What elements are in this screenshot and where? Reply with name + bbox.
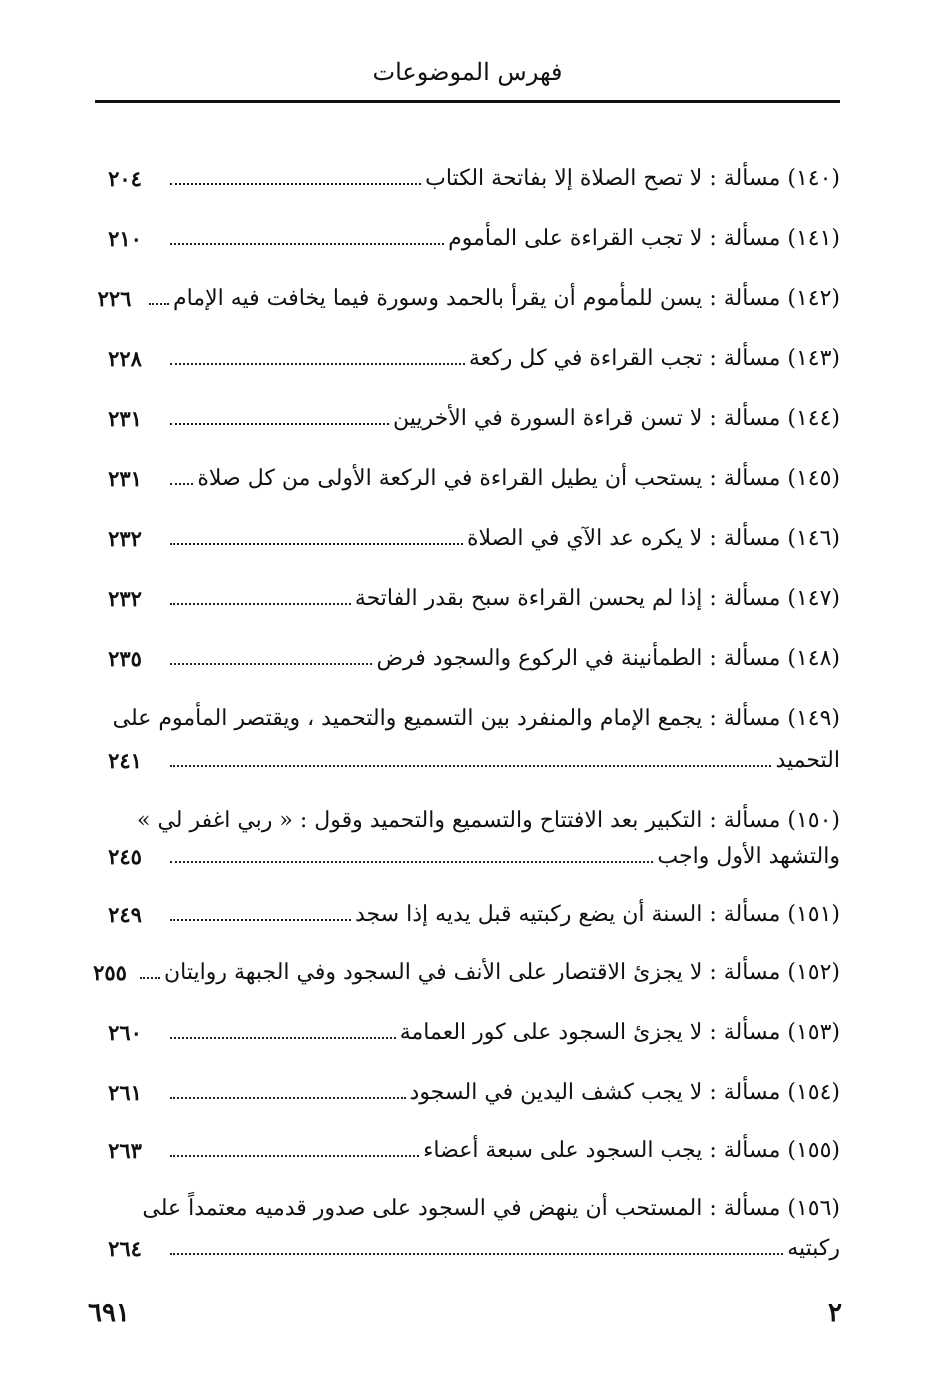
- running-header: فهرس الموضوعات: [372, 58, 563, 86]
- toc-entry-title: (١٥٣) مسألة : لا يجزئ السجود على كور العمامة: [399, 1020, 840, 1045]
- toc-entry-title: (١٥٠) مسألة : التكبير بعد الافتتاح والتسميع والتحميد وقول : « ربي اغفر لي »: [136, 808, 840, 833]
- dot-leader: [170, 423, 389, 425]
- toc-entry-page: ٢٣٢: [108, 586, 142, 611]
- page-number: ٦٩١: [88, 1298, 130, 1328]
- dot-leader: [170, 1097, 406, 1099]
- toc-entry-title: (١٤٥) مسألة : يستحب أن يطيل القراءة في الركعة الأولى من كل صلاة: [197, 466, 840, 491]
- toc-entry-title: (١٤٧) مسألة : إذا لم يحسن القراءة سبح بقدر الفاتحة: [354, 586, 840, 611]
- toc-entry-page: ٢١٠: [108, 226, 142, 251]
- toc-entry-page: ٢٢٨: [108, 346, 142, 371]
- dot-leader: [170, 243, 444, 245]
- toc-entry-title: (١٤٦) مسألة : لا يكره عد الآي في الصلاة: [466, 526, 840, 551]
- toc-entry-page: ٢٠٤: [108, 166, 142, 191]
- dot-leader: [170, 663, 372, 665]
- dot-leader: [170, 1155, 419, 1157]
- toc-entry-page: ٢٦٣: [108, 1138, 142, 1163]
- dot-leader: [170, 363, 465, 365]
- toc-entry-page: ٢٦٠: [108, 1020, 142, 1045]
- dot-leader: [149, 303, 169, 305]
- toc-entry-page: ٢٤١: [108, 748, 142, 773]
- toc-entry-page: ٢٣٢: [108, 526, 142, 551]
- part-number: ٢: [828, 1298, 842, 1328]
- toc-entry-page: ٢٣٥: [108, 646, 142, 671]
- dot-leader: [170, 1253, 783, 1255]
- toc-entry-page: ٢٣١: [108, 406, 142, 431]
- toc-entry-page: ٢٢٦: [97, 286, 132, 311]
- dot-leader: [170, 183, 421, 185]
- toc-entry-page: ٢٤٩: [108, 902, 142, 927]
- toc-entry-title: (١٥٥) مسألة : يجب السجود على سبعة أعضاء: [423, 1138, 840, 1163]
- dot-leader: [170, 483, 193, 485]
- toc-entry-title-continued: والتشهد الأول واجب: [657, 844, 840, 869]
- toc-entry-title: (١٤٠) مسألة : لا تصح الصلاة إلا بفاتحة الكتاب: [425, 166, 840, 191]
- toc-entry-title: (١٥٤) مسألة : لا يجب كشف اليدين في السجود: [409, 1080, 840, 1105]
- toc-entry-title: (١٥١) مسألة : السنة أن يضع ركبتيه قبل يديه إذا سجد: [354, 902, 840, 927]
- toc-entry-page: ٢٦١: [108, 1080, 142, 1105]
- dot-leader: [170, 543, 463, 545]
- toc-entry-title-continued: التحميد: [775, 748, 840, 773]
- toc-entry-title: (١٤٢) مسألة : يسن للمأموم أن يقرأ بالحمد وسورة فيما يخافت فيه الإمام: [172, 286, 840, 311]
- toc-entry-title: (١٥٢) مسألة : لا يجزئ الاقتصار على الأنف في السجود وفي الجبهة روايتان: [163, 960, 840, 985]
- dot-leader: [170, 861, 653, 863]
- toc-entry-title: (١٤١) مسألة : لا تجب القراءة على المأموم: [448, 226, 840, 251]
- toc-entry-page: ٢٥٥: [93, 960, 127, 985]
- toc-entry-title: (١٥٦) مسألة : المستحب أن ينهض في السجود على صدور قدميه معتمداً على: [142, 1196, 840, 1221]
- dot-leader: [170, 603, 351, 605]
- toc-entry-title: (١٤٤) مسألة : لا تسن قراءة السورة في الأخريين: [393, 406, 840, 431]
- toc-entry-page: ٢٤٥: [108, 844, 142, 869]
- toc-entry-title: (١٤٩) مسألة : يجمع الإمام والمنفرد بين التسميع والتحميد ، ويقتصر المأموم على: [112, 706, 840, 731]
- dot-leader: [170, 1037, 396, 1039]
- dot-leader: [140, 977, 160, 979]
- toc-entry-page: ٢٣١: [108, 466, 142, 491]
- toc-entry-title-continued: ركبتيه: [787, 1236, 840, 1261]
- toc-entry-title: (١٤٣) مسألة : تجب القراءة في كل ركعة: [468, 346, 840, 371]
- dot-leader: [170, 765, 771, 767]
- dot-leader: [170, 919, 351, 921]
- toc-entry-page: ٢٦٤: [108, 1236, 142, 1261]
- toc-entry-title: (١٤٨) مسألة : الطمأنينة في الركوع والسجود فرض: [376, 646, 840, 671]
